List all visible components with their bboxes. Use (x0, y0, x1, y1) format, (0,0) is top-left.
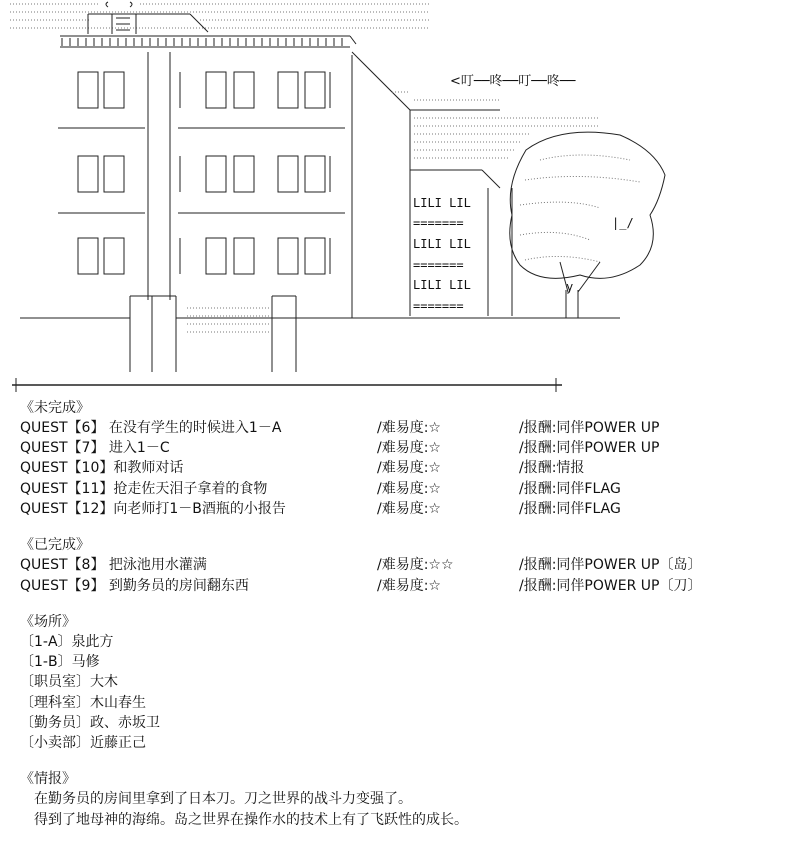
sky-shading (10, 4, 430, 28)
quest-reward: /报酬:同伴POWER UP (519, 440, 660, 456)
window-pane (305, 156, 325, 192)
quest-name: QUEST【10】和教师对话 (20, 460, 184, 476)
quest-name: QUEST【7】 进入1－C (20, 440, 170, 456)
place-item: 〔1-A〕泉此方 (20, 634, 114, 650)
window-pane (78, 238, 98, 274)
quest-reward: /报酬:同伴POWER UP〔刀〕 (519, 578, 702, 594)
quest-difficulty: /难易度:☆ (377, 420, 441, 436)
quest-difficulty: /难易度:☆ (377, 440, 441, 456)
quest-difficulty: /难易度:☆ (377, 460, 441, 476)
tree (510, 132, 665, 318)
bell-sound-effect: <叮──咚──叮──咚── (450, 74, 576, 89)
places-header: 《场所》 (20, 614, 76, 630)
quest-name: QUEST【6】 在没有学生的时候进入1－A (20, 420, 282, 436)
info-line: 在勤务员的房间里拿到了日本刀。刀之世界的战斗力变强了。 (34, 791, 412, 807)
info-header: 《情报》 (20, 771, 76, 787)
info-line: 得到了地母神的海绵。岛之世界在操作水的技术上有了飞跃性的成长。 (34, 812, 468, 828)
entrance-pillars (130, 296, 296, 372)
quest-difficulty: /难易度:☆ (377, 501, 441, 517)
window-pane (78, 72, 98, 108)
place-item: 〔1-B〕马修 (20, 654, 100, 670)
window-pane (206, 238, 226, 274)
window-pane (278, 72, 298, 108)
wing-sign-1: LILI LIL (413, 196, 471, 210)
place-item: 〔勤务员〕政、赤坂卫 (20, 715, 160, 731)
window-pane (104, 72, 124, 108)
school-building-illustration (0, 0, 800, 400)
tree-sign: |_/ (612, 216, 634, 230)
wing-sign-5: LILI LIL (413, 278, 471, 292)
tree-trunk-mark: y (566, 280, 574, 294)
window-pane (234, 72, 254, 108)
quest-difficulty: /难易度:☆☆ (377, 557, 454, 573)
window-pane (206, 156, 226, 192)
window-pane (305, 72, 325, 108)
wing-sign-4: ======= (413, 258, 464, 272)
window-pane (206, 72, 226, 108)
place-item: 〔理科室〕木山春生 (20, 695, 146, 711)
quest-reward: /报酬:情报 (519, 460, 585, 476)
incomplete-header: 《未完成》 (20, 400, 90, 416)
wing-sign-6: ======= (413, 299, 464, 313)
quest-name: QUEST【9】 到勤务员的房间翻东西 (20, 578, 249, 594)
place-item: 〔小卖部〕近藤正己 (20, 735, 146, 751)
quest-name: QUEST【11】抢走佐天泪子拿着的食物 (20, 481, 268, 497)
place-item: 〔职员室〕大木 (20, 674, 118, 690)
wing-sign-3: LILI LIL (413, 237, 471, 251)
window-pane (234, 238, 254, 274)
clock-tower (88, 2, 208, 34)
quest-name: QUEST【8】 把泳池用水灌满 (20, 557, 207, 573)
quest-reward: /报酬:同伴FLAG (519, 501, 621, 517)
quest-difficulty: /难易度:☆ (377, 481, 441, 497)
quest-difficulty: /难易度:☆ (377, 578, 441, 594)
quest-reward: /报酬:同伴POWER UP〔岛〕 (519, 557, 702, 573)
window-pane (234, 156, 254, 192)
quest-reward: /报酬:同伴POWER UP (519, 420, 660, 436)
window-pane (305, 238, 325, 274)
window-pane (78, 156, 98, 192)
window-pane (278, 156, 298, 192)
complete-header: 《已完成》 (20, 537, 90, 553)
separator-rule (12, 378, 562, 392)
window-pane (278, 238, 298, 274)
classroom-windows (78, 72, 330, 274)
quest-reward: /报酬:同伴FLAG (519, 481, 621, 497)
quest-name: QUEST【12】向老师打1－B酒瓶的小报告 (20, 501, 286, 517)
window-pane (104, 156, 124, 192)
roof-ridge (62, 38, 342, 46)
wing-sign-2: ======= (413, 216, 464, 230)
window-pane (104, 238, 124, 274)
